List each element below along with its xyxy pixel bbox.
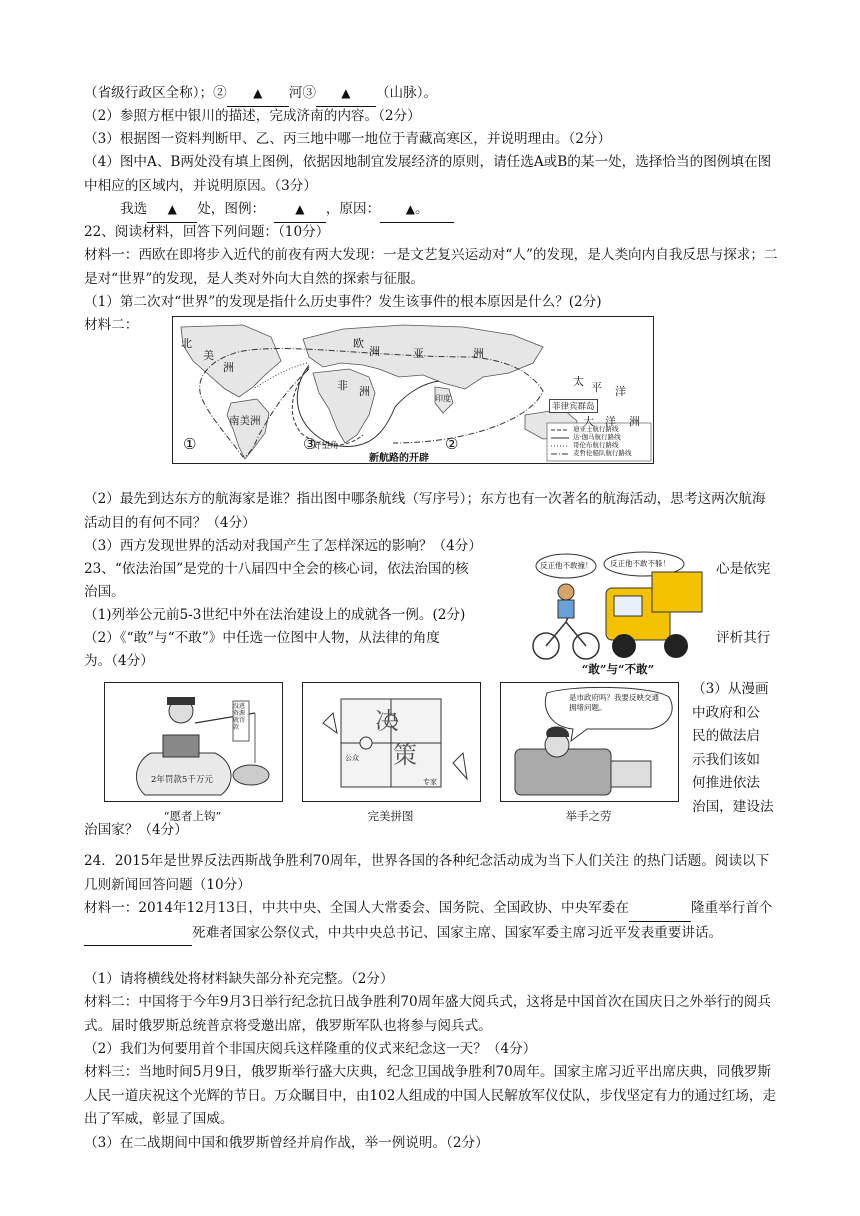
- puzzle-char-ce: 策: [393, 741, 417, 769]
- q21-choice-line: [84, 198, 454, 223]
- cartoon-perfect-puzzle: [302, 682, 481, 802]
- q24-part2: （2）我们为何要用首个非国庆阅兵这样隆重的仪式来纪念这一天？（4分）: [84, 1041, 537, 1057]
- puzzle-label-expert: 专家: [423, 778, 437, 786]
- choice-blank[interactable]: [147, 198, 197, 223]
- cartoon-little-effort-caption: 举手之劳: [565, 809, 612, 823]
- choice-label: 我选: [120, 201, 148, 217]
- map-label-ou: 欧: [353, 337, 364, 350]
- cartoon-dare-caption: “敢”与“不敢”: [581, 662, 655, 676]
- map-label-ya: 亚: [413, 347, 424, 360]
- legend-item-1: 迪亚士航行路线: [573, 425, 619, 433]
- q23-part2-b: 评析其行: [716, 630, 771, 646]
- cartoon-willing-bait: [104, 682, 283, 802]
- legend-blank[interactable]: [274, 198, 326, 223]
- map-label-zhou: 洲: [223, 361, 234, 374]
- q23-intro-a: 23、“依法治国”是党的十八届四中全会的核心词，依法治国的核: [84, 561, 469, 577]
- q23-part2-a: （2）《“敢”与“不敢”》中任选一位图中人物，从法律的角度: [84, 630, 440, 646]
- bubble-truck-driver: 反正他不敢不躲！: [610, 559, 670, 568]
- route-marker-2: ②: [445, 435, 459, 453]
- blank-marker: ▲: [167, 202, 177, 216]
- q23-part3-line: 中政府和公: [692, 704, 760, 721]
- cartoon-willing-bait-caption: “愿者上钩”: [163, 809, 222, 823]
- q23-part2-c: 为。（4分）: [84, 653, 154, 669]
- answer-blank-3[interactable]: [316, 82, 376, 107]
- q24-title: 24．2015年是世界反法西斯战争胜利70周年，世界各国的各种纪念活动成为当下人们关注 的热门话题。阅读以下几则新闻回答问题（10分）: [84, 853, 770, 893]
- cartoon-perfect-puzzle-caption: 完美拼图: [367, 809, 414, 823]
- map-caption: 新航路的开辟: [369, 453, 429, 464]
- q22-material2-label: 材料二：: [84, 317, 139, 333]
- map-label-tai: 太: [573, 375, 584, 388]
- fine-bag-text: 2年罚款5千万元: [151, 775, 213, 785]
- legend-item-3: 哥伦布航行路线: [573, 441, 619, 449]
- fishing-sign: 没逃资源就罚款: [233, 703, 246, 731]
- q24-material3: 材料三：当地时间5月9日，俄罗斯举行盛大庆典，纪念卫国战争胜利70周年。国家主席习近平出席庆典，同俄罗斯人民一道庆祝这个光辉的节日。万众瞩目中，由102人组成的中国人民解放军仪仗队，步伐坚定有力的通过红场，走出了军威，彰显了国威。: [84, 1064, 777, 1127]
- route-marker-1: ①: [183, 435, 197, 453]
- q21-line1: [84, 82, 437, 107]
- q24-part1: （1）请将横线处将材料缺失部分补充完整。（2分）: [84, 971, 394, 987]
- route-marker-3: ③: [303, 435, 317, 453]
- legend-label: 处，图例：: [197, 201, 266, 217]
- blank-marker: ▲: [341, 86, 351, 100]
- q23-part3-line: 民的做法启: [692, 728, 760, 744]
- map-label-ou-zhou: 洲: [369, 345, 380, 358]
- q22-part3: （3）西方发现世界的活动对我国产生了怎样深远的影响？（4分）: [84, 538, 482, 554]
- q23-part3-line: 治国，建设法: [692, 798, 774, 815]
- map-label-yang: 洋: [615, 385, 626, 398]
- legend-item-2: 达·伽马航行路线: [573, 433, 621, 441]
- bubble-cyclist: 反正他不敢撞！: [540, 561, 593, 570]
- q21-line1-post: （山脉）。: [375, 85, 438, 101]
- puzzle-char-jue: 决: [375, 707, 399, 735]
- q21-part2: （2）参照方框中银川的描述，完成济南的内容。（2分）: [84, 108, 421, 124]
- cartoon-dare: [526, 548, 710, 676]
- map-label-bei: 北: [181, 337, 192, 350]
- new-sea-routes-map: [172, 316, 654, 464]
- q22-material1: 材料一：西欧在即将步入近代的前夜有两大发现：一是文艺复兴运动对“人”的发现，是人类向内自我反思与探求；二是对“世界”的发现，是人类对外向大自然的探索与征服。: [84, 247, 778, 287]
- q24-material1-c: 死难者国家公祭仪式，中共中央总书记、国家主席、国家军委主席习近平发表重要讲话。: [192, 924, 723, 941]
- answer-blank-victims[interactable]: [84, 922, 192, 947]
- q24-part3: （3）在二战期间中国和俄罗斯曾经并肩作战，举一例说明。（2分）: [84, 1135, 489, 1151]
- phone-bubble-text: 是市政府吗？我要反映交通拥堵问题。: [569, 693, 659, 712]
- q21-line1-mid: 河③: [288, 85, 316, 101]
- q21-line1-pre: （省级行政区全称）；②: [84, 85, 227, 101]
- legend-item-4: 麦哲伦船队航行路线: [573, 449, 632, 457]
- map-label-yang2: 洋: [605, 415, 616, 428]
- q23-part3-line: 何推进依法: [692, 775, 760, 791]
- reason-label: ，原因：: [325, 201, 381, 217]
- map-label-fei: 非: [337, 379, 348, 392]
- q24-material1: [84, 897, 778, 946]
- map-label-ping: 平: [591, 381, 602, 394]
- map-label-india: 印度: [435, 394, 451, 403]
- map-label-da: 大: [583, 415, 594, 428]
- q23-part3-line: 示我们该如: [692, 751, 760, 768]
- q22-title: 22、阅读材料，回答下列问题：（10分）: [84, 224, 330, 240]
- q22-part2: （2）最先到达东方的航海家是谁？指出图中哪条航线（写序号）；东方也有一次著名的航海活动，思考这两次航海活动目的有何不同？（4分）: [84, 491, 766, 531]
- map-label-fei-zhou: 洲: [359, 385, 370, 398]
- answer-blank-place[interactable]: [629, 897, 691, 922]
- q22-part1: （1）第二次对“世界”的发现是指什么历史事件？发生该事件的根本原因是什么？(2分): [84, 294, 602, 310]
- q23-part3: [692, 678, 782, 819]
- reason-end: 。: [415, 201, 429, 217]
- blank-marker: ▲: [253, 86, 263, 100]
- q24-material2: 材料二：中国将于今年9月3日举行纪念抗日战争胜利70周年盛大阅兵式，这将是中国首次在国庆日之外举行的阅兵式。届时俄罗斯总统普京将受邀出席，俄罗斯军队也将参与阅兵式。: [84, 994, 772, 1034]
- answer-blank-2[interactable]: [227, 82, 289, 107]
- map-label-cape: 好望角: [313, 441, 339, 451]
- map-label-mei: 美: [203, 349, 214, 362]
- q23-intro-c: 治国。: [84, 584, 125, 600]
- q23-part3-end: 治国家？（4分）: [84, 822, 188, 838]
- q24-material1-b: 隆重举行首个: [690, 900, 773, 916]
- map-label-philippines: 菲律宾群岛: [549, 399, 598, 413]
- q21-part3: （3）根据图一资料判断甲、乙、丙三地中哪一地位于青藏高寒区，并说明理由。（2分）: [84, 131, 612, 147]
- q24-material1-a: 材料一：2014年12月13日，中共中央、全国人大常委会、国务院、全国政协、中央军委在: [84, 900, 629, 916]
- map-label-zhou2: 洲: [629, 415, 640, 428]
- cartoon-little-effort: [500, 682, 679, 802]
- q23-intro-b: 心是依宪: [716, 561, 771, 577]
- map-label-ya-zhou: 洲: [473, 347, 484, 360]
- q23-part3-line: （3）从漫画: [692, 681, 769, 697]
- q21-part4: （4）图中A、B两处没有填上图例，依据因地制宜发展经济的原则，请任选A或B的某一处，选择恰当的图例填在图中相应的区域内，并说明原因。（3分）: [84, 154, 772, 194]
- blank-marker: ▲: [405, 202, 415, 216]
- puzzle-label-public: 公众: [345, 754, 359, 762]
- q23-part1: （1)列举公元前5-3世纪中外在法治建设上的成就各一例。(2分): [84, 607, 466, 623]
- reason-blank[interactable]: [380, 198, 454, 223]
- blank-marker: ▲: [295, 202, 305, 216]
- map-label-south-america: 南美洲: [229, 415, 261, 427]
